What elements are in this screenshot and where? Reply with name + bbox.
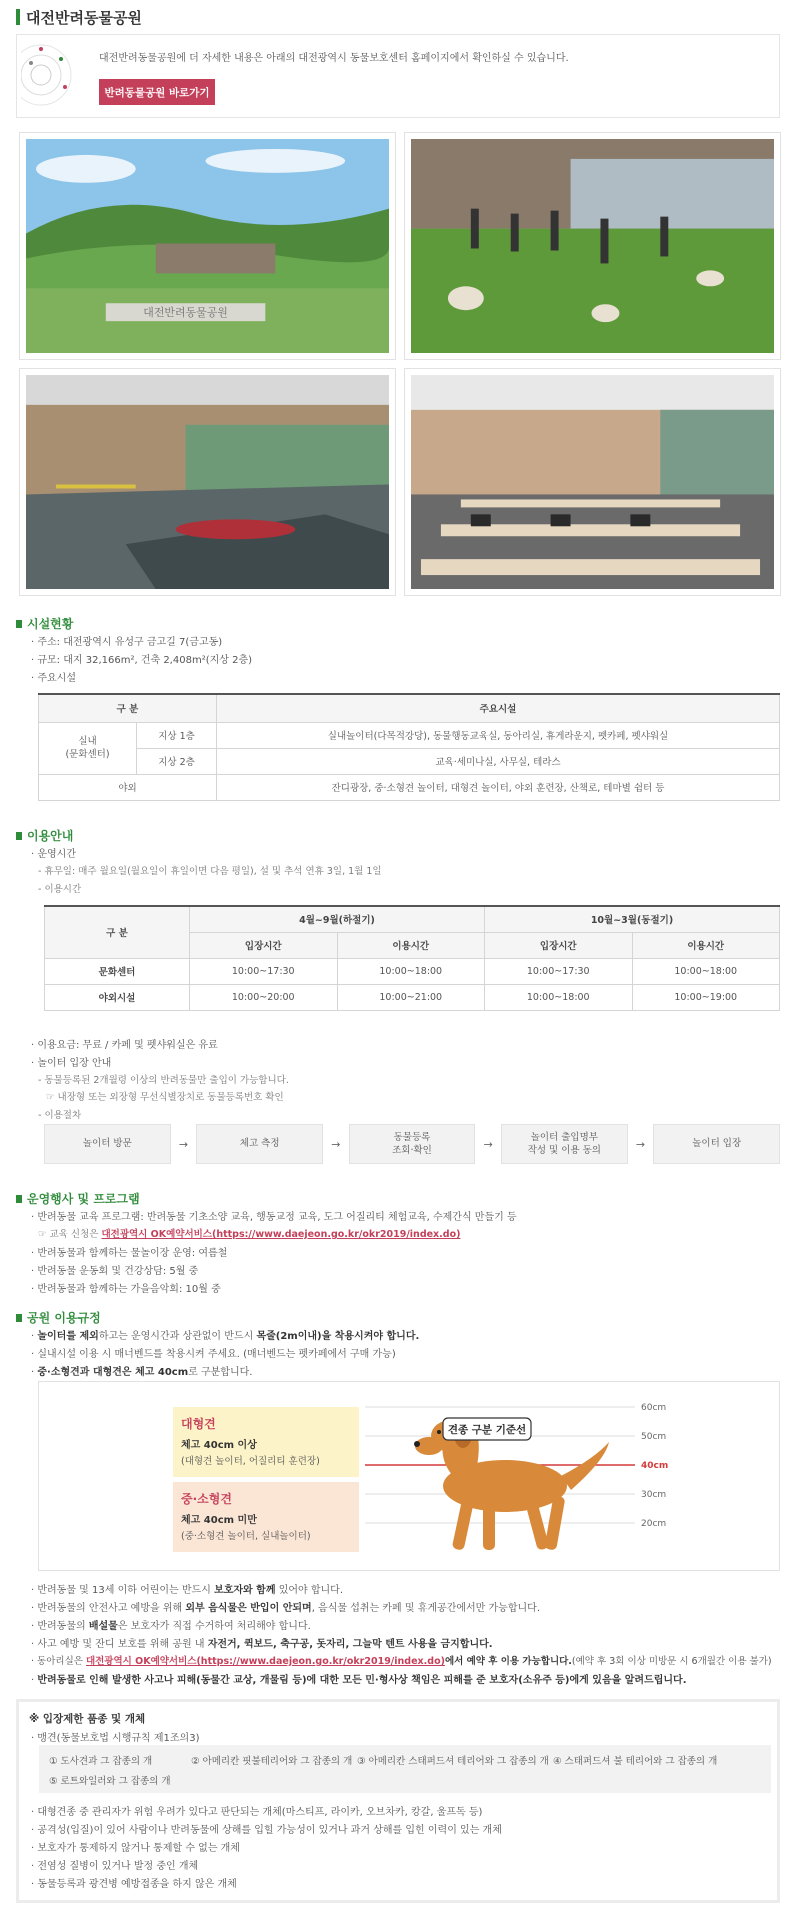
rules-heading: 공원 이용규정 xyxy=(16,1309,101,1326)
height-bubble-text: 견종 구분 기준선 xyxy=(447,1424,527,1436)
breed-item: ③ 아메리칸 스태퍼드셔 테리어와 그 잡종의 개 xyxy=(357,1756,549,1767)
large-dog-line2: (대형견 놀이터, 어질리티 훈련장) xyxy=(181,1456,320,1467)
events-water: · 반려동물과 함께하는 물놀이장 운영: 여름철 xyxy=(31,1248,228,1259)
restricted-item: · 동물등록과 광견병 예방접종을 하지 않은 개체 xyxy=(31,1879,237,1890)
restricted-sub: · 맹견(동물보호법 시행규칙 제1조의3) xyxy=(31,1733,200,1744)
photo-seminar-room xyxy=(404,368,781,596)
usage-entry-1: - 동물등록된 2개월령 이상의 반려동물만 출입이 가능합니다. xyxy=(38,1075,289,1086)
events-apply: ☞ 교육 신청은 대전광역시 OK예약서비스(https://www.daejeon.go.kr/okr2019/index.do) xyxy=(38,1229,461,1240)
large-dog-box xyxy=(173,1407,359,1477)
usage-closed: - 휴무일: 매주 월요일(월요일이 휴일이면 다음 평일), 설 및 추석 연휴 3일, 1월 1일 xyxy=(38,866,382,877)
facility-heading: 시설현황 xyxy=(16,615,73,632)
rule-liability: · 반려동물로 인해 발생한 사고나 피해(동물간 교상, 개물림 등)에 대한 모든 민·형사상 책임은 피해를 준 보호자(소유주 등)에게 있음을 알려드립니다. xyxy=(31,1675,687,1686)
usage-entry-2: ☞ 내장형 또는 외장형 무선식별장치로 동물등록번호 확인 xyxy=(46,1092,284,1103)
breed-item: ① 도사견과 그 잡종의 개 xyxy=(49,1756,153,1767)
large-dog-line1: 체고 40cm 이상 xyxy=(181,1440,257,1451)
step-registration: 동물등록 조회·확인 xyxy=(349,1124,476,1164)
procedure-steps xyxy=(44,1124,780,1164)
hours-winter: 10월~3월(동절기) xyxy=(485,906,780,932)
usage-procedure-label: - 이용절차 xyxy=(38,1110,82,1121)
facility-outdoor-label: 야외 xyxy=(39,774,217,800)
usage-heading: 이용안내 xyxy=(16,827,73,844)
events-heading: 운영행사 및 프로그램 xyxy=(16,1190,140,1207)
tick-label: 40cm xyxy=(641,1461,669,1471)
facility-main-label: · 주요시설 xyxy=(31,673,76,684)
events-program: · 반려동물 교육 프로그램: 반려동물 기초소양 교육, 행동교정 교육, 도그 어질리티 체험교육, 수제간식 만들기 등 xyxy=(31,1212,517,1223)
usage-time-label: - 이용시간 xyxy=(38,884,82,895)
events-concert: · 반려동물과 함께하는 가을음악회: 10월 중 xyxy=(31,1284,221,1295)
seminar-room-image xyxy=(411,375,774,589)
height-diagram xyxy=(38,1381,780,1571)
indoor-playground-image xyxy=(26,375,389,589)
breed-item: ② 아메리칸 핏불테리어와 그 잡종의 개 xyxy=(191,1756,353,1767)
restricted-item: · 대형견종 중 관리자가 위험 우려가 있다고 판단되는 개체(마스티프, 라이카, 오브차카, 캉갈, 울프독 등) xyxy=(31,1807,483,1818)
intro-box xyxy=(16,34,780,118)
tick-label: 60cm xyxy=(641,1403,667,1413)
hours-sub-entry: 입장시간 xyxy=(190,932,338,958)
rule-food: · 반려동물의 안전사고 예방을 위해 외부 음식물은 반입이 안되며, 음식물 섭취는 카페 및 휴게공간에서만 가능합니다. xyxy=(31,1603,540,1614)
title-bar xyxy=(16,9,20,25)
heading-marker xyxy=(16,832,22,840)
rule-club-room: · 동아리실은 대전광역시 OK예약서비스(https://www.daejeon.go.kr/okr2019/index.do)에서 예약 후 이용 가능합니다.(예약 후 3회 이상 미방문 시 6개월간 이용 불가) xyxy=(31,1656,772,1667)
ok-reservation-link[interactable]: 대전광역시 OK예약서비스(https://www.daejeon.go.kr/okr2019/index.do) xyxy=(101,1229,461,1240)
hours-table xyxy=(44,905,780,1011)
sound-waves-icon xyxy=(21,41,89,109)
restricted-item: · 전염성 질병이 있거나 발정 중인 개체 xyxy=(31,1861,199,1872)
facility-address: · 주소: 대전광역시 유성구 금고길 7(금고동) xyxy=(31,637,223,648)
rule-waste: · 반려동물의 배설물은 보호자가 직접 수거하여 처리해야 합니다. xyxy=(31,1621,311,1632)
arrow-icon: → xyxy=(635,1137,646,1151)
rule-manner-band: · 실내시설 이용 시 매너벤드를 착용시켜 주세요. (매너벤드는 펫카페에서 구매 가능) xyxy=(31,1349,396,1360)
ok-reservation-link-2[interactable]: 대전광역시 OK예약서비스(https://www.daejeon.go.kr/okr2019/index.do) xyxy=(85,1656,445,1667)
photo-park-entrance xyxy=(19,132,396,360)
table-row: 문화센터 10:00~17:30 10:00~18:00 10:00~17:30 10:00~18:00 xyxy=(45,958,780,984)
breed-list xyxy=(39,1745,771,1793)
page-title-text: 대전반려동물공원 xyxy=(26,8,142,27)
heading-marker xyxy=(16,1195,22,1203)
tick-label: 20cm xyxy=(641,1519,667,1529)
park-entrance-image xyxy=(26,139,389,353)
restricted-heading: ※ 입장제한 품종 및 개체 xyxy=(29,1713,146,1725)
rule-height: · 중·소형견과 대형견은 체고 40cm로 구분합니다. xyxy=(31,1367,253,1378)
arrow-icon: → xyxy=(483,1137,493,1151)
rule-leash: · 놀이터를 제외하고는 운영시간과 상관없이 반드시 목줄(2m이내)을 착용시켜야 합니다. xyxy=(31,1331,420,1342)
restricted-item: · 공격성(입질)이 있어 사람이나 반려동물에 상해를 입힐 가능성이 있거나 과거 상해를 입힌 이력이 있는 개체 xyxy=(31,1825,502,1836)
hours-sub-entry: 입장시간 xyxy=(485,932,633,958)
small-dog-line1: 체고 40cm 미만 xyxy=(181,1515,257,1526)
page-title xyxy=(16,8,142,26)
dog-height-illustration xyxy=(365,1388,725,1568)
rule-guardian: · 반려동물 및 13세 이하 어린이는 반드시 보호자와 함께 있어야 합니다. xyxy=(31,1585,344,1596)
tick-label: 30cm xyxy=(641,1490,667,1500)
usage-fee: · 이용요금: 무료 / 카페 및 펫샤워실은 유료 xyxy=(31,1040,218,1051)
hours-col-category: 구 분 xyxy=(45,906,190,958)
lawn-dogs-image xyxy=(411,139,774,353)
hours-summer: 4월~9월(하절기) xyxy=(190,906,485,932)
facility-col-category: 구 분 xyxy=(39,694,217,722)
arrow-icon: → xyxy=(178,1137,189,1151)
arrow-icon: → xyxy=(331,1137,341,1151)
intro-text: 대전반려동물공원에 더 자세한 내용은 아래의 대전광역시 동물보호센터 홈페이지에서 확인하실 수 있습니다. xyxy=(99,53,569,64)
small-dog-title: 중·소형견 xyxy=(181,1492,232,1506)
facility-col-main: 주요시설 xyxy=(217,694,780,722)
events-sports: · 반려동물 운동회 및 건강상담: 5월 중 xyxy=(31,1266,199,1277)
small-dog-box xyxy=(173,1482,359,1552)
restricted-box xyxy=(16,1699,780,1903)
small-dog-line2: (중·소형견 놀이터, 실내놀이터) xyxy=(181,1531,311,1542)
heading-marker xyxy=(16,1314,22,1322)
park-sign-text: 대전반려동물공원 xyxy=(143,306,228,320)
step-enter: 놀이터 입장 xyxy=(653,1124,780,1164)
step-measure: 체고 측정 xyxy=(196,1124,323,1164)
heading-marker xyxy=(16,620,22,628)
breed-item: ⑤ 로트와일러와 그 잡종의 개 xyxy=(49,1776,171,1787)
facility-outdoor-value: 잔디광장, 중·소형견 놀이터, 대형견 놀이터, 야외 훈련장, 산책로, 테마별 쉼터 등 xyxy=(217,774,780,800)
photo-indoor-playground xyxy=(19,368,396,596)
usage-hours-label: · 운영시간 xyxy=(31,849,76,860)
hours-sub-use: 이용시간 xyxy=(632,932,780,958)
restricted-item: · 보호자가 통제하지 않거나 통제할 수 없는 개체 xyxy=(31,1843,240,1854)
large-dog-title: 대형견 xyxy=(181,1417,216,1431)
step-visit: 놀이터 방문 xyxy=(44,1124,171,1164)
facility-table xyxy=(38,693,780,801)
tick-label: 50cm xyxy=(641,1432,667,1442)
facility-size: · 규모: 대지 32,166m², 건축 2,408m²(지상 2층) xyxy=(31,655,253,666)
facility-floor1: 지상 1층 xyxy=(137,722,217,748)
table-row: 야외시설 10:00~20:00 10:00~21:00 10:00~18:00 10:00~19:00 xyxy=(45,984,780,1010)
usage-entry-label: · 놀이터 입장 안내 xyxy=(31,1058,112,1069)
breed-item: ④ 스태퍼드셔 불 테리어와 그 잡종의 개 xyxy=(553,1756,718,1767)
park-shortcut-button[interactable]: 반려동물공원 바로가기 xyxy=(99,79,215,105)
photo-lawn-dogs xyxy=(404,132,781,360)
facility-floor2: 지상 2층 xyxy=(137,748,217,774)
step-log: 놀이터 출입명부 작성 및 이용 동의 xyxy=(501,1124,628,1164)
facility-floor1-value: 실내놀이터(다목적강당), 동물행동교육실, 동아리실, 휴게라운지, 펫카페, 펫샤워실 xyxy=(217,722,780,748)
facility-floor2-value: 교육·세미나실, 사무실, 테라스 xyxy=(217,748,780,774)
hours-sub-use: 이용시간 xyxy=(337,932,485,958)
rule-equipment: · 사고 예방 및 잔디 보호를 위해 공원 내 자전거, 퀵보드, 축구공, 돗자리, 그늘막 텐트 사용을 금지합니다. xyxy=(31,1639,493,1650)
facility-indoor-label: 실내 (문화센터) xyxy=(39,722,137,774)
